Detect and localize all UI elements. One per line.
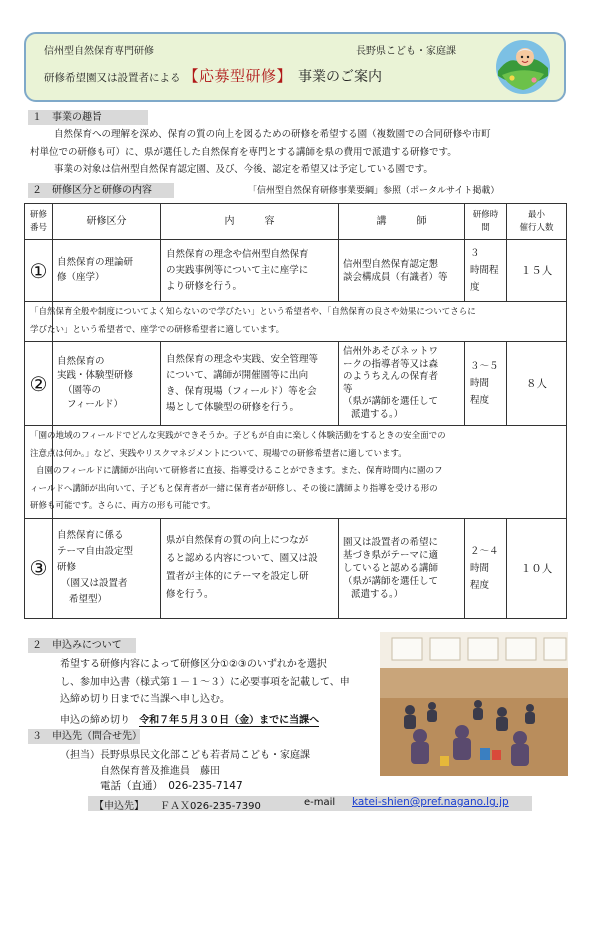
header-instructor: 講 師 bbox=[339, 204, 465, 240]
apply-line: し、参加申込書（様式第１－１～３）に必要事項を記載して、申 bbox=[60, 676, 350, 688]
fax-number: ＦＡＸ026-235-7390 bbox=[160, 801, 261, 812]
row-category: 自然保育の 実践・体験型研修 （園等の フィールド） bbox=[53, 342, 161, 426]
header-category: 研修区分 bbox=[53, 204, 161, 240]
apply-text bbox=[60, 656, 350, 709]
email-link[interactable]: katei-shien@pref.nagano.lg.jp bbox=[352, 796, 509, 808]
contact-org: （担当）長野県県民文化部こども若者局こども・家庭課 bbox=[60, 750, 310, 761]
row-instructor: 園又は設置者の希望に 基づき県がテーマに適 していると認める講師 （県が講師を選任して 派遣する。） bbox=[339, 518, 465, 618]
table-row bbox=[25, 342, 567, 426]
mascot-logo-icon bbox=[494, 38, 552, 96]
row-number: ① bbox=[25, 240, 53, 302]
email-label: e-mail bbox=[304, 797, 336, 808]
section-contact-heading: ３ 申込先（問合せ先） bbox=[28, 729, 140, 744]
program-name: 信州型自然保育専門研修 bbox=[44, 46, 154, 57]
row-number: ③ bbox=[25, 518, 53, 618]
department-name: 長野県こども・家庭課 bbox=[356, 46, 456, 57]
table-header-row bbox=[25, 204, 567, 240]
guideline-reference: 「信州型自然保育研修事業要綱」参照（ポータルサイト掲載） bbox=[248, 186, 500, 196]
header-min-people: 最小 催行人数 bbox=[507, 204, 567, 240]
deadline-label: 申込の締め切り bbox=[60, 715, 130, 726]
row-category: 自然保育に係る テーマ自由設定型 研修 （園又は設置者 希望型） bbox=[53, 518, 161, 618]
row-min-people: ８人 bbox=[507, 342, 567, 426]
training-photo bbox=[380, 632, 568, 776]
row-note: 「自然保育全般や制度についてよく知らないので学びたい」という希望者や、「自然保育の良さや効果についてさらに 学びたい」という希望者で、座学での研修希望者に適しています。 bbox=[53, 302, 567, 342]
header-banner bbox=[24, 32, 566, 102]
page-title bbox=[44, 65, 382, 86]
title-main: 【応募型研修】 bbox=[183, 67, 293, 85]
row-category: 自然保育の理論研 修（座学） bbox=[53, 240, 161, 302]
apply-line: 込締め切り日までに当課へ申し込む。 bbox=[60, 694, 230, 705]
row-content: 自然保育の理念や信州型自然保育 の実践事例等について主に座学に より研修を行う。 bbox=[161, 240, 339, 302]
purpose-text bbox=[30, 126, 566, 179]
header-content: 内 容 bbox=[161, 204, 339, 240]
apply-label: 【申込先】 bbox=[94, 801, 144, 812]
row-instructor: 信州外あそびネットワ ークの指導者等又は森 のようちえんの保育者 等 （県が講師を選任して 派遣する。） bbox=[339, 342, 465, 426]
purpose-line: 自然保育への理解を深め、保育の質の向上を図るための研修を希望する園（複数園での合同研修や市町 bbox=[54, 129, 491, 140]
deadline-line bbox=[60, 711, 319, 726]
row-time: ３ 時間程 度 bbox=[465, 240, 507, 302]
apply-line: 希望する研修内容によって研修区分①②③のいずれかを選択 bbox=[60, 659, 327, 670]
deadline-value: 令和７年５月３０日（金）までに当課へ bbox=[139, 715, 320, 726]
row-note: 「園の地域のフィールドでどんな実践ができそうか。子どもが自由に楽しく体験活動をするときの安全面での 注意点は何か。」など、実践やリスクマネジメントについて、現場での研修希望者に適しています。 自園のフィールドに講師が出向いて研修者に直接、指導受けることができます。また、保育時間内に園のフ ィールドへ講師が出向いて、子どもと保育者が一緒に保育者が研修し、その後に講師より指導を受ける形の 研修も可能です。さらに、両方の形も可能です。 bbox=[53, 426, 567, 519]
training-table bbox=[24, 203, 567, 619]
header-no: 研修 番号 bbox=[25, 204, 53, 240]
table-row bbox=[25, 240, 567, 302]
row-time: ２～４ 時間 程度 bbox=[465, 518, 507, 618]
table-note-row bbox=[25, 426, 567, 519]
title-prefix: 研修希望園又は設置者による bbox=[44, 72, 181, 84]
row-instructor: 信州型自然保育認定懇 談会構成員（有識者）等 bbox=[339, 240, 465, 302]
table-note-row bbox=[25, 302, 567, 342]
contact-phone: 電話（直通） 026-235-7147 bbox=[100, 780, 243, 792]
section-purpose-heading: １ 事業の趣旨 bbox=[28, 110, 148, 125]
purpose-line: 村単位での研修も可）に、県が選任した自然保育を専門とする講師を県の費用で派遣する研修です。 bbox=[30, 146, 457, 158]
purpose-line: 事業の対象は信州型自然保育認定園、及び、今後、認定を希望又は予定している園です。 bbox=[54, 164, 433, 175]
header-time: 研修時 間 bbox=[465, 204, 507, 240]
section-apply-heading: ２ 申込みについて bbox=[28, 638, 136, 653]
row-content: 自然保育の理念や実践、安全管理等 について、講師が開催園等に出向 き、保育現場（フィールド）等を会 場として体験型の研修を行う。 bbox=[161, 342, 339, 426]
row-min-people: １０人 bbox=[507, 518, 567, 618]
contact-role: 自然保育普及推進員 藤田 bbox=[100, 766, 220, 777]
row-number: ② bbox=[25, 342, 53, 426]
title-suffix: 事業のご案内 bbox=[298, 69, 383, 85]
row-time: ３～５ 時間 程度 bbox=[465, 342, 507, 426]
row-min-people: １５人 bbox=[507, 240, 567, 302]
section-content-heading: ２ 研修区分と研修の内容 bbox=[28, 183, 174, 198]
row-content: 県が自然保育の質の向上につなが ると認める内容について、園又は設 置者が主体的にテーマを設定し研 修を行う。 bbox=[161, 518, 339, 618]
table-row bbox=[25, 518, 567, 618]
